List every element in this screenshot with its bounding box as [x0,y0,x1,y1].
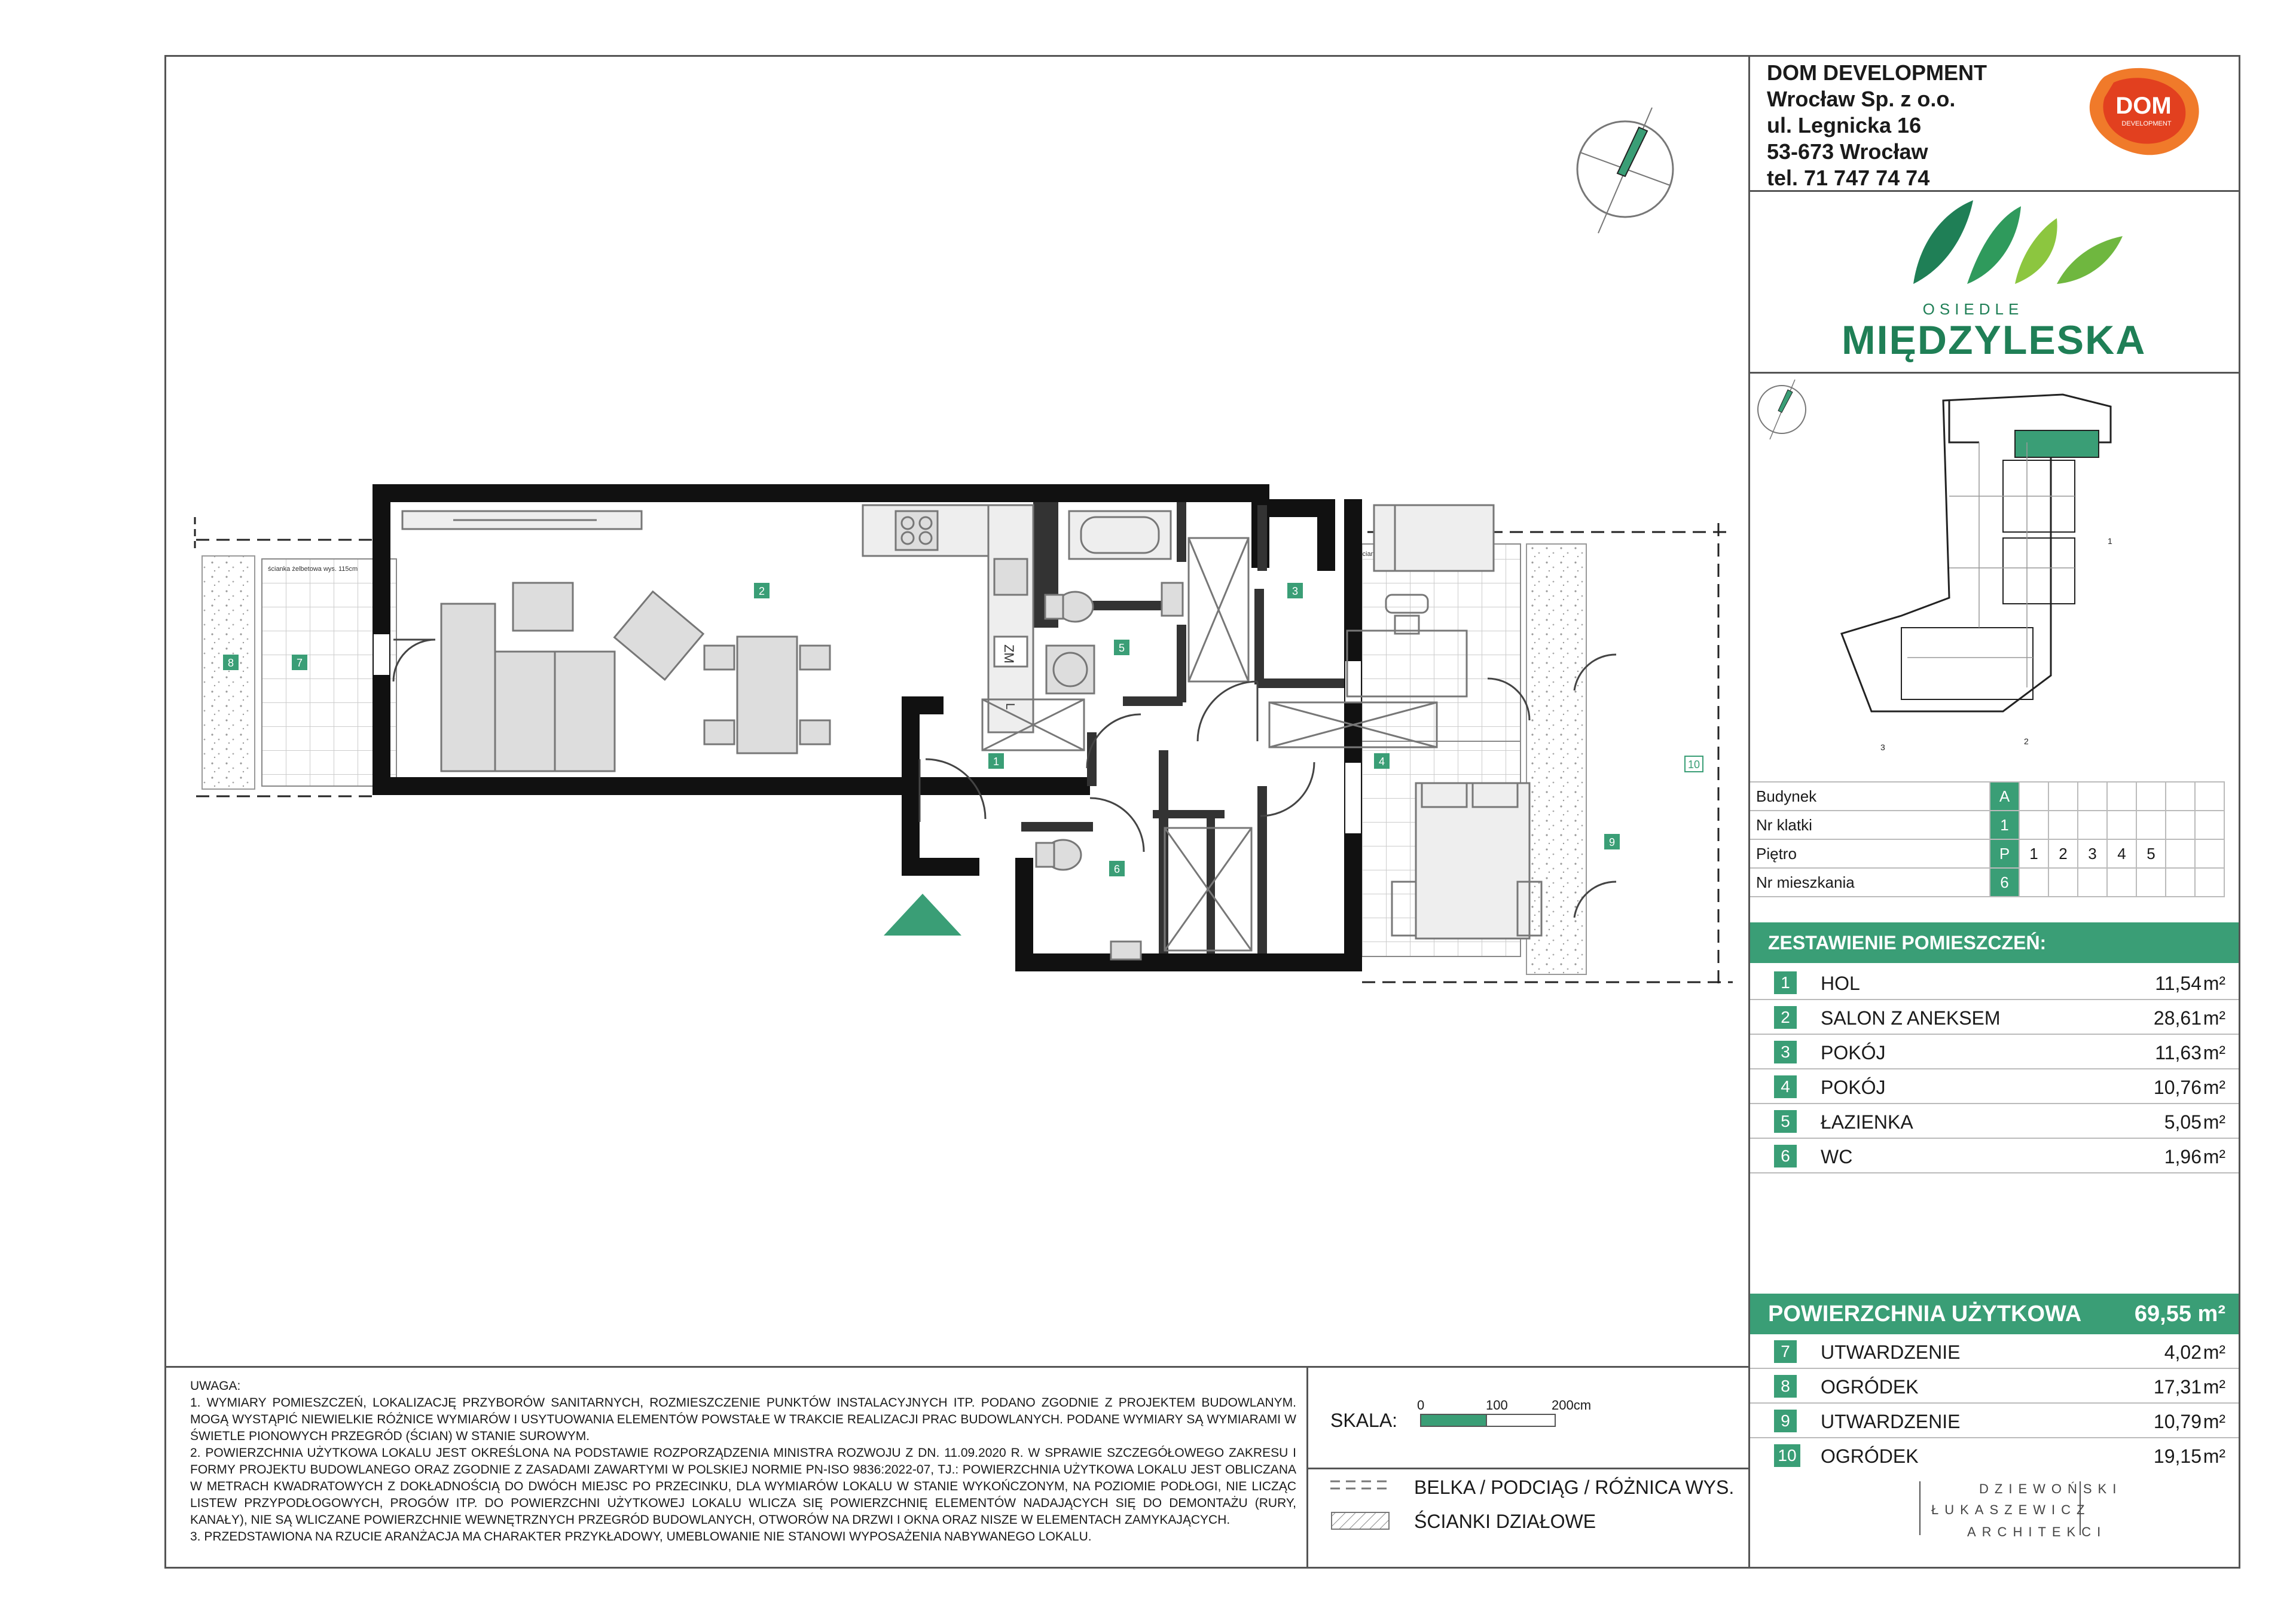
estate-divider [1748,372,2240,374]
dom-logo-text: DOM [2115,93,2172,119]
floor-value-p: P [1990,839,2019,868]
living-furniture [393,511,830,771]
site-label-3: 3 [1880,742,1885,752]
room-row: 3 POKÓJ 11,63 m² [1750,1035,2239,1069]
site-label-1: 1 [2108,536,2112,546]
apartment-row [1750,868,2224,897]
company-street: ul. Legnicka 16 [1767,113,1922,137]
building-row [1750,782,2224,811]
svg-text:3: 3 [1292,585,1299,597]
outdoor-row: 7 UTWARDZENIE 4,02 m² [1750,1334,2239,1369]
wall-label-right: ścianka [1359,551,1382,558]
svg-text:9: 9 [1608,836,1616,848]
floor-plan [166,57,1745,1013]
outdoor-list [1750,1334,2239,1472]
room-tag-4 [1374,753,1390,769]
room-row: 2 SALON Z ANEKSEM 28,61 m² [1750,1000,2239,1035]
apartment-info-table [1750,781,2225,897]
floor-label: Piętro [1750,839,1990,868]
floor-value-4: 4 [2107,839,2136,868]
room-row: 5 ŁAZIENKA 5,05 m² [1750,1104,2239,1139]
room-tag-8 [223,655,239,670]
room-row: 4 POKÓJ 10,76 m² [1750,1069,2239,1104]
room-row: 6 WC 1,96 m² [1750,1139,2239,1173]
room-tag-5 [1114,640,1129,655]
room-tag-10 [1685,756,1703,772]
kitchen [863,505,1033,732]
floor-value-2: 2 [2048,839,2078,868]
outdoor-row: 9 UTWARDZENIE 10,79 m² [1750,1404,2239,1438]
room-tag-2 [754,583,770,598]
room-tag-6 [1109,861,1125,876]
wall-label-left: ścianka żelbetowa wys. 115cm [268,566,358,573]
scale-divider [1306,1468,1750,1469]
rooms-title: ZESTAWIENIE POMIESZCZEŃ: [1750,922,2239,963]
floor-value-3: 3 [2078,839,2107,868]
usable-area-value: 69,55 m² [2134,1301,2225,1326]
scale-tick-0: 0 [1417,1398,1425,1413]
entrance-arrow-icon [884,894,961,936]
inner-walls [1021,502,1347,953]
apartment-value: 6 [1990,868,2019,897]
compass-icon [1577,108,1673,233]
floor-value-1: 1 [2019,839,2048,868]
architects-line1: DZIEWOŃSKI [1979,1481,2123,1496]
room-row: 1 HOL 11,54 m² [1750,965,2239,1000]
staircase-label: Nr klatki [1750,811,1990,839]
floor-value-5: 5 [2136,839,2166,868]
legend-beam: BELKA / PODCIĄG / RÓŻNICA WYS. [1414,1477,1735,1498]
site-plan [1752,377,2230,771]
estate-logo-icon [1901,194,2152,296]
company-info [1767,60,1987,191]
room-tag-9 [1604,834,1620,849]
building-label: Budynek [1750,782,1990,811]
note-item: 3. PRZEDSTAWIONA NA RZUCIE ARANŻACJA MA CHARAKTER PRZYKŁADOWY, UMEBLOWANIE NIE STANOWI WYPOSAŻENIA NABYWANEGO LOKALU. [190,1530,1092,1543]
svg-text:4: 4 [1378,756,1385,768]
svg-text:1: 1 [993,756,1000,768]
floor-row [1750,839,2224,868]
architects-line2: ŁUKASZEWICZ [1931,1502,2091,1517]
notes [190,1378,1296,1545]
apartment-label: Nr mieszkania [1750,868,1990,897]
staircase-row [1750,811,2224,839]
company-phone: tel. 71 747 74 74 [1767,166,1930,190]
company-name: DOM DEVELOPMENT [1767,60,1987,85]
company-entity: Wrocław Sp. z o.o. [1767,87,1956,111]
zm-label: ZM [1002,644,1016,664]
notes-title: UWAGA: [190,1379,241,1393]
svg-text:2: 2 [758,585,765,597]
site-compass-icon [1758,380,1806,439]
rooms-list [1750,965,2239,1173]
estate-sub: OSIEDLE [1922,300,2024,318]
wc-fixtures [1036,840,1141,959]
architects-line3: ARCHITEKCI [1967,1524,2107,1539]
room-tag-7 [292,655,307,670]
note-item: 1. WYMIARY POMIESZCZEŃ, LOKALIZACJĘ PRZYBORÓW SANITARNYCH, ROZMIESZCZENIE PUNKTÓW INSTALACYJNYCH ITP. PODANO ZGODNIE Z PROJEKTEM BUDOWLANYM. MOGĄ WYSTĄPIĆ NIEWIELKIE RÓŻNICE WYMIARÓW I USYTUOWANIA ELEMENTÓW POWSTAŁE W TRAKCIE REALIZACJI PRAC BUDOWLANYCH. PODANE WYMIARY SĄ WYMIARAMI W ŚWIETLE PIONOWYCH PRZEGRÓD (ŚCIAN) W STANIE SUROWYM. [190,1396,1296,1443]
right-garden [1347,523,1733,989]
room-tag-3 [1287,583,1303,598]
company-city: 53-673 Wrocław [1767,139,1928,164]
scale-tick-200: 200cm [1552,1398,1592,1413]
outdoor-row: 8 OGRÓDEK 17,31 m² [1750,1369,2239,1404]
svg-text:10: 10 [1687,759,1700,771]
building-value: A [1990,782,2019,811]
legend-icons [1330,1477,1390,1536]
legend-partition: ŚCIANKI DZIAŁOWE [1414,1511,1596,1532]
note-item: 2. POWIERZCHNIA UŻYTKOWA LOKALU JEST OKREŚLONA NA PODSTAWIE ROZPORZĄDZENIA MINISTRA ROZWOJU Z DN. 11.09.2020 R. W SPRAWIE SZCZEGÓŁOWEGO ZAKRESU I FORMY PROJEKTU BUDOWLANEGO ORAZ ZGODNIE Z ZASADAMI ZAWARTYMI W POLSKIEJ NORMIE PN-ISO 9836:2022-07, TJ.: POWIERZCHNIA UŻYTKOWA LOKALU JEST OBLICZANA W METRACH KWADRATOWYCH Z DOKŁADNOŚCIĄ DO DWÓCH MIEJSC PO PRZECINKU, DLA WYMIARÓW LOKALU W STANIE WYKOŃCZONYM, NA POZIOMIE PODŁOGI, NIE LICZĄC LISTEW PRZYPODŁOGOWYCH, PROGÓW ITP. DO POWIERZCHNI UŻYTKOWEJ LOKALU WLICZA SIĘ POWIERZCHNIĘ ELEMENTÓW NADAJĄCYCH SIĘ DO DEMONTAŻU (RURY, KANAŁY), NIE SĄ WLICZANE POWIERZCHNIE WEWNĘTRZNYCH PRZEGRÓD BUDOWLANYCH, OTWORÓW NA DRZWI I OKNA ORAZ NISZE W ELEMENTACH ZAMYKAJĄCYCH. [190,1446,1296,1527]
site-label-2: 2 [2024,736,2029,746]
svg-text:6: 6 [1113,863,1120,875]
usable-area-label: POWIERZCHNIA UŻYTKOWA [1768,1301,2082,1326]
dom-logo-sub: DEVELOPMENT [2121,120,2172,127]
scale-label: SKALA: [1330,1410,1398,1431]
l-label: L [1003,703,1016,710]
scale-bar [1420,1414,1558,1428]
estate-name: MIĘDZYLESKA [1842,317,2147,363]
notes-divider [164,1366,1750,1368]
dom-development-logo [2087,65,2206,160]
usable-area [1750,1294,2239,1334]
svg-text:8: 8 [227,657,234,669]
svg-text:7: 7 [296,657,303,669]
scale-tick-100: 100 [1486,1398,1508,1413]
svg-text:5: 5 [1118,642,1125,654]
outdoor-row: 10 OGRÓDEK 19,15 m² [1750,1438,2239,1472]
staircase-value: 1 [1990,811,2019,839]
room-tag-1 [988,753,1004,769]
